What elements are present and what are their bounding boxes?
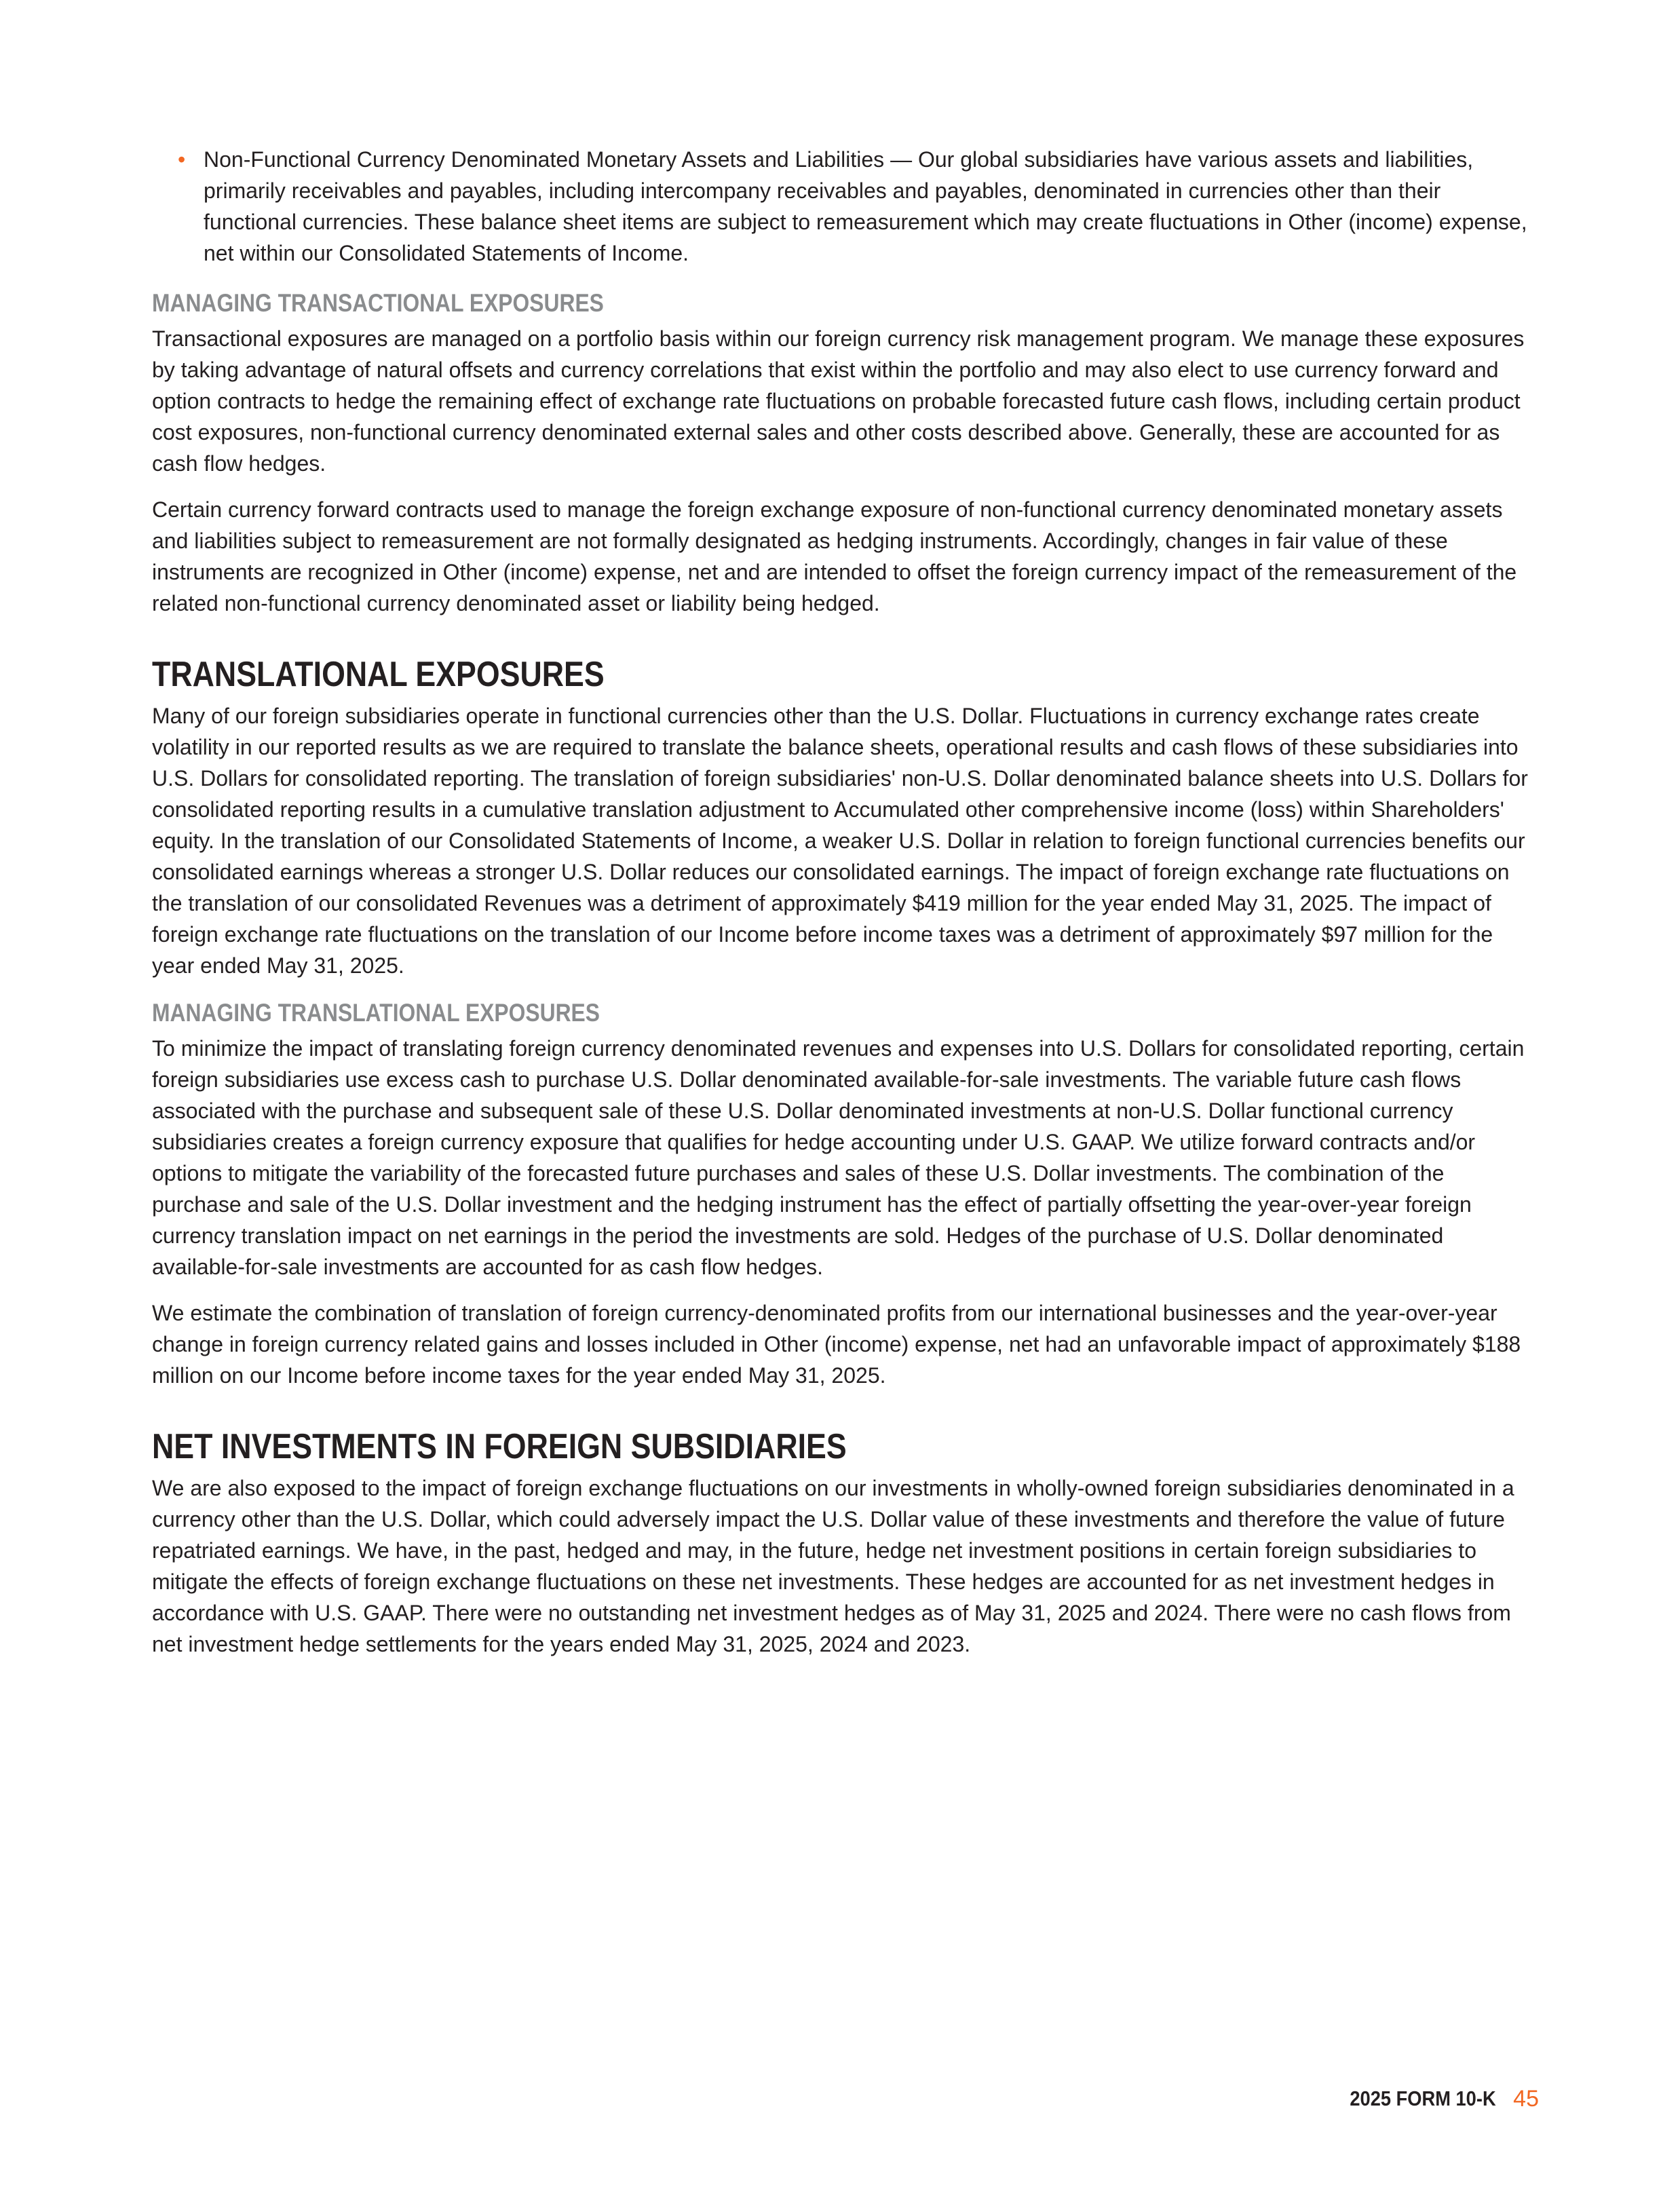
section-heading-translational: TRANSLATIONAL EXPOSURES — [152, 655, 605, 694]
bullet-text: Non-Functional Currency Denominated Monetary Assets and Liabilities — Our global subsidiaries have various assets and liabilities, primarily receivables and payables, including intercompany receivables and payables, denominated in currencies other than their functional currencies. These balance sheet items are subject to remeasurement which may create fluctuations in Other (income) expense, net within our Consolidated Statements of Income. — [204, 147, 1527, 265]
section-subheading-managing-translational: MANAGING TRANSLATIONAL EXPOSURES — [152, 999, 600, 1027]
footer-form-label: 2025 FORM 10-K — [1349, 2087, 1496, 2110]
page-number: 45 — [1513, 2085, 1539, 2112]
paragraph: Certain currency forward contracts used to manage the foreign exchange exposure of non-functional currency denominated monetary assets and liabilities subject to remeasurement are not formally designated as hedging instruments. Accordingly, changes in fair value of these instruments are recognized in Other (income) expense, net and are intended to offset the foreign currency impact of the remeasurement of the related non-functional currency denominated asset or liability being hedged. — [152, 497, 1517, 615]
paragraph: We estimate the combination of translation of foreign currency-denominated profits from our international businesses and the year-over-year change in foreign currency related gains and losses included in Other (income) expense, net had an unfavorable impact of approximately $188 million on our Income before income taxes for the year ended May 31, 2025. — [152, 1301, 1521, 1388]
paragraph: Transactional exposures are managed on a portfolio basis within our foreign currency risk management program. We manage these exposures by taking advantage of natural offsets and currency correlations that exist within the portfolio and may also elect to use currency forward and option contracts to hedge the remaining effect of exchange rate fluctuations on probable forecasted future cash flows, including certain product cost exposures, non-functional currency denominated external sales and other costs described above. Generally, these are accounted for as cash flow hedges. — [152, 326, 1525, 476]
bullet-marker: • — [178, 147, 186, 172]
page-content — [152, 144, 1536, 1675]
section-heading-net-investments: NET INVESTMENTS IN FOREIGN SUBSIDIARIES — [152, 1427, 847, 1466]
paragraph: To minimize the impact of translating foreign currency denominated revenues and expenses into U.S. Dollars for consolidated reporting, certain foreign subsidiaries use excess cash to purchase U.S. Dollar denominated available-for-sale investments. The variable future cash flows associated with the purchase and subsequent sale of these U.S. Dollar denominated investments at non-U.S. Dollar functional currency subsidiaries creates a foreign currency exposure that qualifies for hedge accounting under U.S. GAAP. We utilize forward contracts and/or options to mitigate the variability of the forecasted future purchases and sales of these U.S. Dollar investments. The combination of the purchase and sale of the U.S. Dollar investment and the hedging instrument has the effect of partially offsetting the year-over-year foreign currency translation impact on net earnings in the period the investments are sold. Hedges of the purchase of U.S. Dollar denominated available-for-sale investments are accounted for as cash flow hedges. — [152, 1036, 1525, 1279]
paragraph: Many of our foreign subsidiaries operate in functional currencies other than the U.S. Dollar. Fluctuations in currency exchange rates create volatility in our reported results as we are required to translate the balance sheets, operational results and cash flows of these subsidiaries into U.S. Dollars for consolidated reporting. The translation of foreign subsidiaries' non-U.S. Dollar denominated balance sheets into U.S. Dollars for consolidated reporting results in a cumulative translation adjustment to Accumulated other comprehensive income (loss) within Shareholders' equity. In the translation of our Consolidated Statements of Income, a weaker U.S. Dollar in relation to foreign functional currencies benefits our consolidated earnings whereas a stronger U.S. Dollar reduces our consolidated earnings. The impact of foreign exchange rate fluctuations on the translation of our consolidated Revenues was a detriment of approximately $419 million for the year ended May 31, 2025. The impact of foreign exchange rate fluctuations on the translation of our Income before income taxes was a detriment of approximately $97 million for the year ended May 31, 2025. — [152, 704, 1528, 978]
paragraph: We are also exposed to the impact of foreign exchange fluctuations on our investments in wholly-owned foreign subsidiaries denominated in a currency other than the U.S. Dollar, which could adversely impact the U.S. Dollar value of these investments and therefore the value of future repatriated earnings. We have, in the past, hedged and may, in the future, hedge net investment positions in certain foreign subsidiaries to mitigate the effects of foreign exchange fluctuations on these net investments. These hedges are accounted for as net investment hedges in accordance with U.S. GAAP. There were no outstanding net investment hedges as of May 31, 2025 and 2024. There were no cash flows from net investment hedge settlements for the years ended May 31, 2025, 2024 and 2023. — [152, 1476, 1514, 1656]
list-item — [152, 144, 1536, 269]
section-subheading-managing-transactional: MANAGING TRANSACTIONAL EXPOSURES — [152, 289, 604, 317]
page-footer — [1330, 2082, 1539, 2116]
